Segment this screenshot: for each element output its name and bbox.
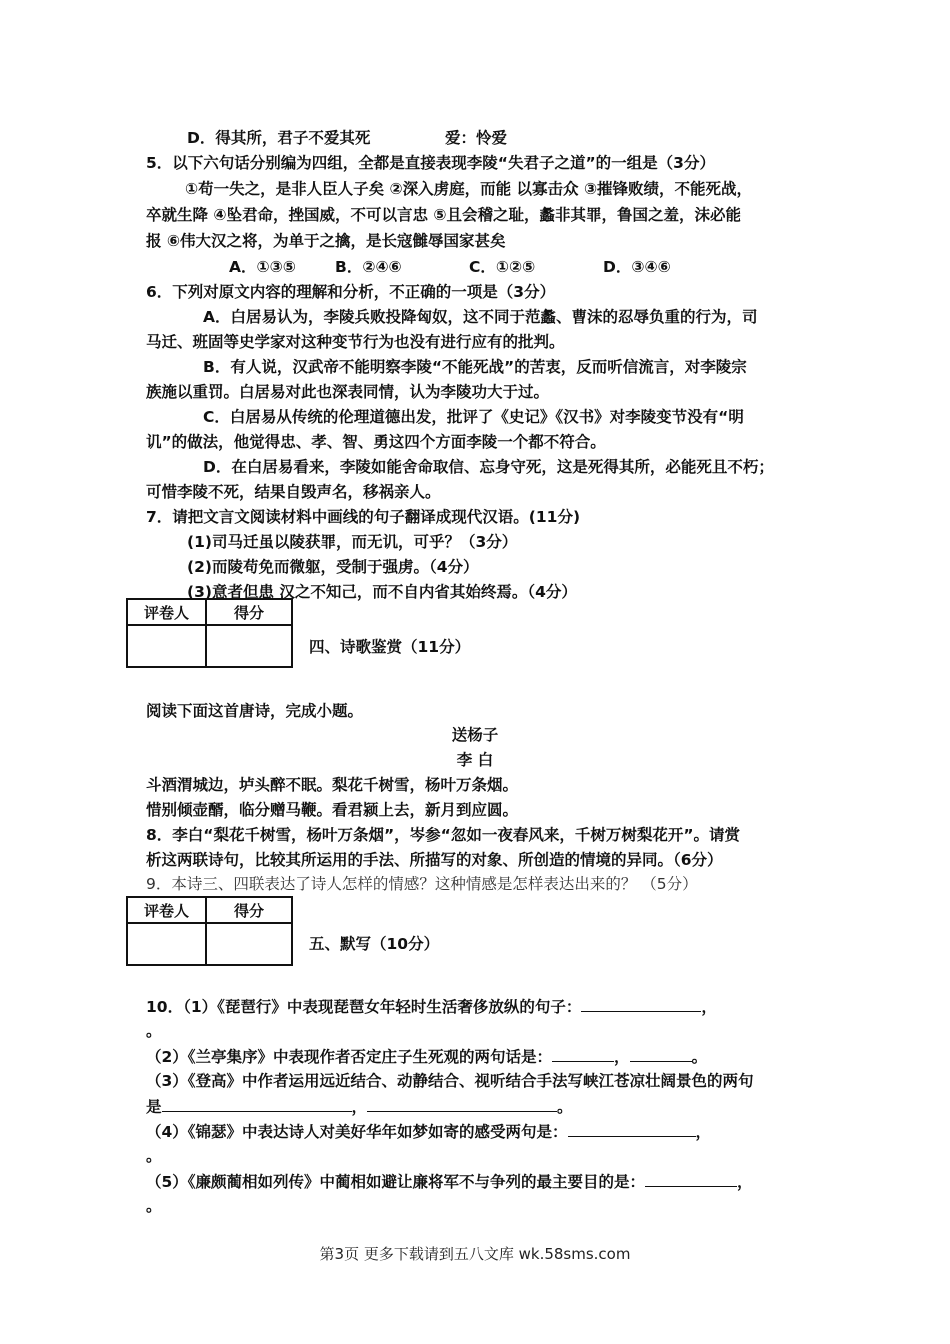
section-4-title: 四、诗歌鉴赏（11分） (309, 638, 471, 656)
q6-option-a-cont: 马迁、班固等史学家对这种变节行为也没有进行应有的批判。 (146, 333, 565, 351)
score-cell[interactable] (206, 923, 292, 965)
q6-option-b: B．有人说，汉武帝不能明察李陵“不能死战”的苦衷，反而听信流言，对李陵宗 (203, 358, 747, 376)
q10-4-end: 。 (146, 1147, 162, 1165)
q10-1-end: 。 (146, 1022, 162, 1040)
answer-blank[interactable] (568, 1120, 696, 1137)
q10-4: （4）《锦瑟》中表达诗人对美好华年如梦如寄的感受两句是： ， (146, 1120, 711, 1143)
grader-header: 评卷人 (127, 897, 206, 923)
answer-blank[interactable] (552, 1045, 614, 1062)
q6-option-d-cont: 可惜李陵不死，结果自毁声名，移祸亲人。 (146, 483, 441, 501)
q6-stem: 6．下列对原文内容的理解和分析，不正确的一项是（3分） (146, 283, 556, 301)
q7-sentence: (2)而陵苟免而微躯，受制于强虏。（4分） (187, 558, 479, 576)
poem-author: 李 白 (456, 751, 494, 769)
q5-option: B．②④⑥ (335, 258, 402, 276)
q6-option-c: C．白居易从传统的伦理道德出发，批评了《史记》《汉书》对李陵变节没有“明 (203, 408, 744, 426)
score-table (126, 598, 293, 668)
answer-blank[interactable] (630, 1045, 692, 1062)
q4-option-d-gloss: 爱：怜爱 (445, 129, 508, 147)
q4-option-d: D．得其所，君子不爱其死 (187, 129, 371, 147)
q6-option-d: D．在白居易看来，李陵如能舍命取信、忘身守死，这是死得其所，必能死且不朽； (203, 458, 774, 476)
grader-header: 评卷人 (127, 599, 206, 625)
q5-items-line: 报 ⑥伟大汉之将，为单于之擒，是长寇雠辱国家甚矣 (146, 232, 506, 250)
q9-stem: 9．本诗三、四联表达了诗人怎样的情感？这种情感是怎样表达出来的？ （5分） (146, 875, 698, 893)
score-cell[interactable] (206, 625, 292, 667)
q7-stem: 7．请把文言文阅读材料中画线的句子翻译成现代汉语。(11分) (146, 508, 581, 526)
score-table (126, 896, 293, 966)
q6-option-b-cont: 族施以重罚。白居易对此也深表同情，认为李陵功大于过。 (146, 383, 550, 401)
poem-line: 惜别倾壶醑，临分赠马鞭。看君颍上去，新月到应圆。 (146, 801, 519, 819)
score-header: 得分 (206, 897, 292, 923)
answer-blank[interactable] (367, 1095, 557, 1112)
answer-blank[interactable] (162, 1095, 352, 1112)
q10-3-cont: 是 ， 。 (146, 1095, 573, 1118)
q10-5-end: 。 (146, 1197, 162, 1215)
grader-cell[interactable] (127, 923, 206, 965)
poem-line: 斗酒渭城边，垆头醉不眠。梨花千树雪，杨叶万条烟。 (146, 776, 519, 794)
q10-1: 10．（1）《琵琶行》中表现琵琶女年轻时生活奢侈放纵的句子： ， (146, 995, 717, 1018)
q10-5: （5）《廉颇蔺相如列传》中蔺相如避让廉将军不与争列的最主要目的是： ， (146, 1170, 753, 1193)
page-footer: 第3页 更多下载请到五八文库 wk.58sms.com (319, 1245, 631, 1263)
score-header: 得分 (206, 599, 292, 625)
q5-option: A．①③⑤ (229, 258, 296, 276)
q5-stem: 5．以下六句话分别编为四组，全都是直接表现李陵“失君子之道”的一组是（3分） (146, 154, 715, 172)
q6-option-a: A．白居易认为，李陵兵败投降匈奴，这不同于范蠡、曹沫的忍辱负重的行为，司 (203, 308, 758, 326)
q5-option: C．①②⑤ (469, 258, 536, 276)
answer-blank[interactable] (581, 995, 701, 1012)
q5-items-line: ①苟一失之，是非人臣人子矣 ②深入虏庭，而能 以寡击众 ③摧锋败绩，不能死战， (185, 180, 753, 198)
q7-sentence: (3)意者但患 汉之不知己，而不自内省其始终焉。（4分） (187, 583, 577, 601)
grader-cell[interactable] (127, 625, 206, 667)
q5-option: D．③④⑥ (603, 258, 671, 276)
q8-stem: 8．李白“梨花千树雪，杨叶万条烟”，岑参“忽如一夜春风来，千树万树梨花开”。请赏 (146, 826, 741, 844)
q10-3: （3）《登高》中作者运用远近结合、动静结合、视听结合手法写峡江苍凉壮阔景色的两句 (146, 1072, 754, 1090)
answer-blank[interactable] (645, 1170, 737, 1187)
q7-sentence: (1)司马迁虽以陵获罪，而无讥，可乎？（3分） (187, 533, 518, 551)
q5-items-line: 卒就生降 ④坠君命，挫国威，不可以言忠 ⑤且会稽之耻，蠡非其罪，鲁国之羞，沫必能 (146, 206, 742, 224)
section-5-title: 五、默写（10分） (309, 935, 440, 953)
section-4-intro: 阅读下面这首唐诗，完成小题。 (146, 702, 364, 720)
poem-title: 送杨子 (451, 726, 499, 744)
q8-stem-cont: 析这两联诗句，比较其所运用的手法、所描写的对象、所创造的情境的异同。（6分） (146, 851, 723, 869)
q6-option-c-cont: 讥”的做法，他觉得忠、孝、智、勇这四个方面李陵一个都不符合。 (146, 433, 606, 451)
q10-2: （2）《兰亭集序》中表现作者否定庄子生死观的两句话是： ， 。 (146, 1045, 707, 1068)
